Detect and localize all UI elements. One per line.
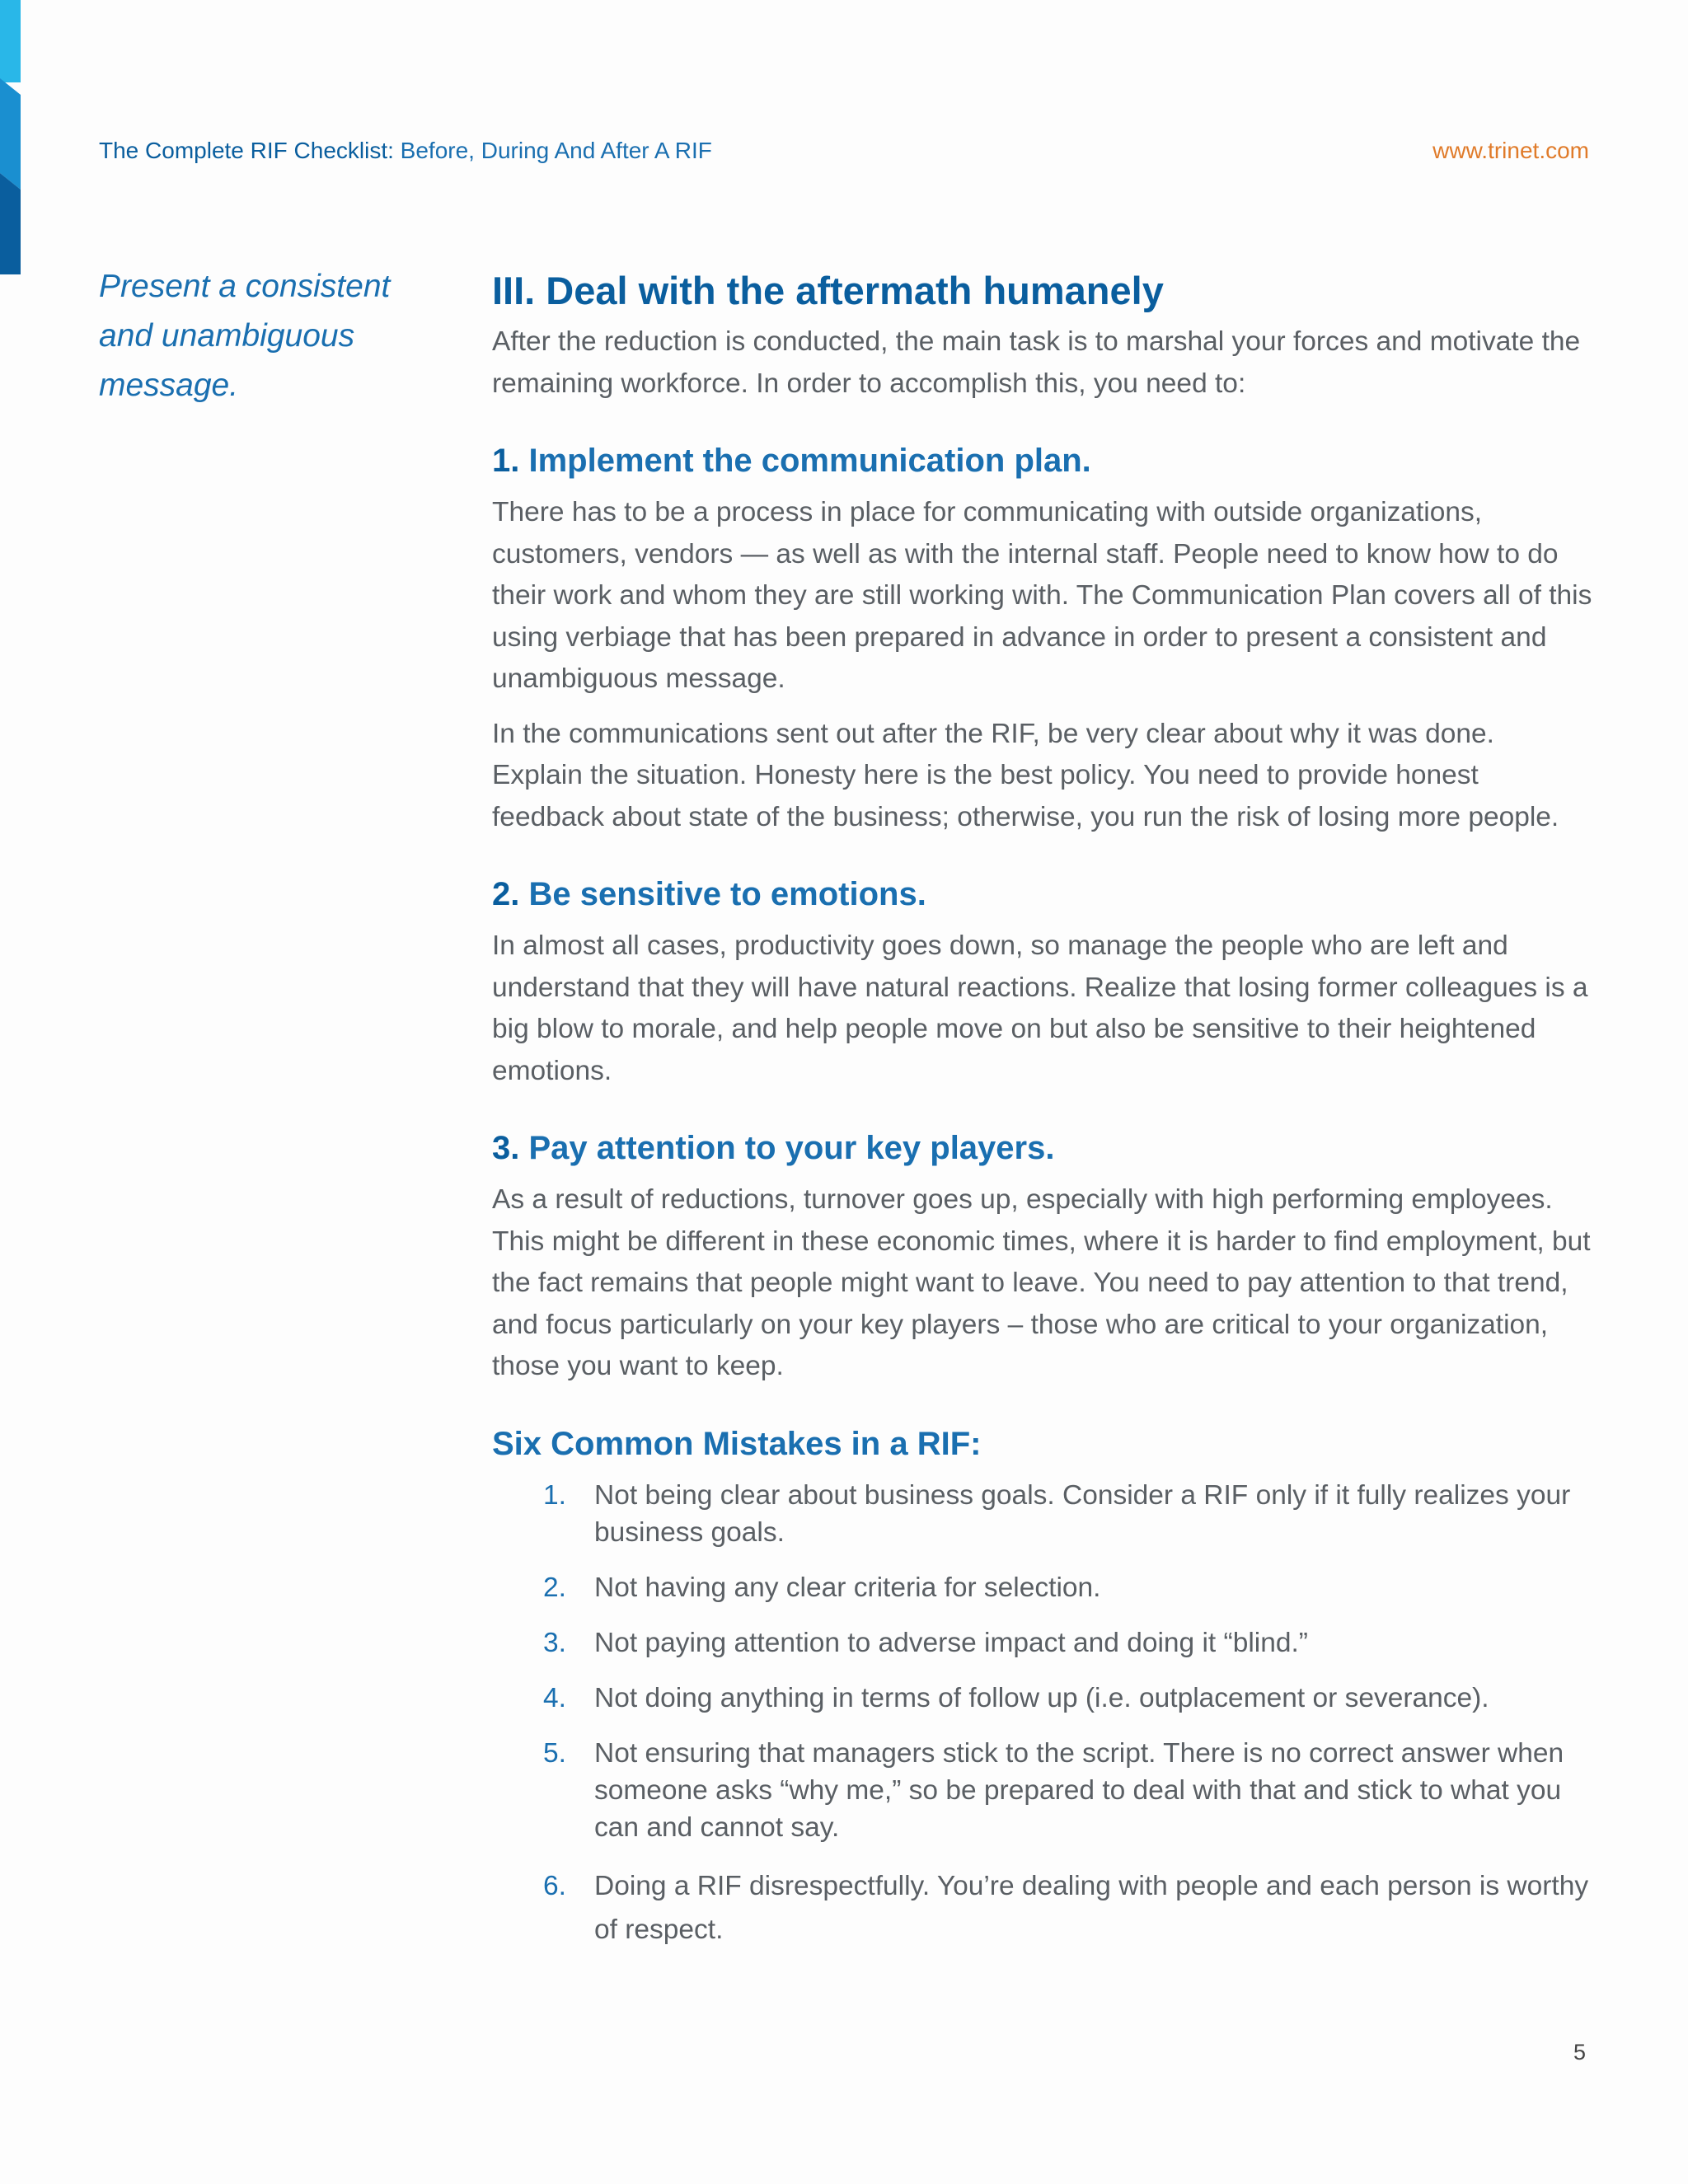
subsection-number: 3.: [492, 1130, 520, 1166]
subsection-number: 2.: [492, 876, 520, 912]
document-title: [99, 138, 712, 164]
pull-quote-line: Present a consistent: [99, 269, 391, 304]
mistakes-heading: Six Common Mistakes in a RIF:: [492, 1425, 982, 1462]
section-heading: III. Deal with the aftermath humanely: [492, 269, 1164, 312]
pull-quote-line: and unambiguous: [99, 318, 355, 354]
list-item: [492, 1864, 1592, 1952]
subsection-title: Pay attention to your key players.: [528, 1130, 1055, 1166]
page-header: [99, 138, 1589, 171]
list-item-text: Not having any clear criteria for selection.: [594, 1572, 1101, 1603]
section-intro: After the reduction is conducted, the main task is to marshal your forces and motivate the remaining workforce. In order to accomplish this, you need to:: [492, 326, 1581, 399]
list-item-text: Not doing anything in terms of follow up (i.e. outplacement or severance).: [594, 1682, 1489, 1713]
subsection-heading-1: [492, 436, 1592, 485]
body-paragraph: In almost all cases, productivity goes down, so manage the people who are left and understand that they will have natural reactions. Realize that losing former colleagues is a big blow to morale, and help people move on but also be sensitive to their heightened emotions.: [492, 930, 1588, 1086]
list-item: [492, 1477, 1592, 1551]
website-link[interactable]: www.trinet.com: [1432, 138, 1589, 163]
pull-quote: [99, 262, 412, 410]
pull-quote-line: message.: [99, 368, 239, 403]
list-item-number: 1.: [543, 1479, 566, 1511]
list-item-number: 4.: [543, 1682, 566, 1713]
list-item-text: Not ensuring that managers stick to the script. There is no correct answer when someone asks “why me,” so be prepared to deal with that and stick to what you can and cannot say.: [594, 1737, 1564, 1843]
body-paragraph: As a result of reductions, turnover goes up, especially with high performing employees. This might be different in these economic times, where it is harder to find employment, but the fact remains that people might want to leave. You need to pay attention to that trend, and focus particularly on your key players – those who are critical to your organization, those you want to keep.: [492, 1184, 1591, 1381]
list-item-number: 5.: [543, 1737, 566, 1769]
list-item-text: Not being clear about business goals. Consider a RIF only if it fully realizes your business goals.: [594, 1479, 1571, 1548]
list-item-text: Doing a RIF disrespectfully. You’re dealing with people and each person is worthy of respect.: [594, 1870, 1589, 1945]
document-title-subtitle: Before, During And After A RIF: [393, 138, 712, 163]
list-item: [492, 1624, 1592, 1661]
list-item: [492, 1569, 1592, 1606]
subsection-number: 1.: [492, 443, 520, 479]
subsection-heading-3: [492, 1123, 1592, 1173]
mistakes-list: [492, 1477, 1592, 1952]
list-item-text: Not paying attention to adverse impact and doing it “blind.”: [594, 1627, 1308, 1658]
subsection-title: Be sensitive to emotions.: [528, 876, 926, 912]
main-content: [492, 262, 1592, 1952]
list-item-number: 3.: [543, 1627, 566, 1658]
list-item: [492, 1680, 1592, 1717]
page-number: 5: [1573, 2040, 1586, 2064]
document-title-strong: The Complete RIF Checklist:: [99, 138, 394, 163]
subsection-title: Implement the communication plan.: [528, 443, 1091, 479]
list-item-number: 2.: [543, 1572, 566, 1603]
list-item: [492, 1735, 1592, 1846]
body-paragraph: In the communications sent out after the RIF, be very clear about why it was done. Explain the situation. Honesty here is the best policy. You need to provide honest feedback about state of the business; otherwise, you run the risk of losing more people.: [492, 718, 1559, 832]
subsection-heading-2: [492, 869, 1592, 919]
decorative-accent-bar: [0, 0, 21, 274]
body-paragraph: There has to be a process in place for communicating with outside organizations, customers, vendors — as well as with the internal staff. People need to know how to do their work and whom they are still working with. The Communication Plan covers all of this using verbiage that has been prepared in advance in order to present a consistent and unambiguous message.: [492, 497, 1592, 694]
list-item-number: 6.: [543, 1870, 566, 1901]
